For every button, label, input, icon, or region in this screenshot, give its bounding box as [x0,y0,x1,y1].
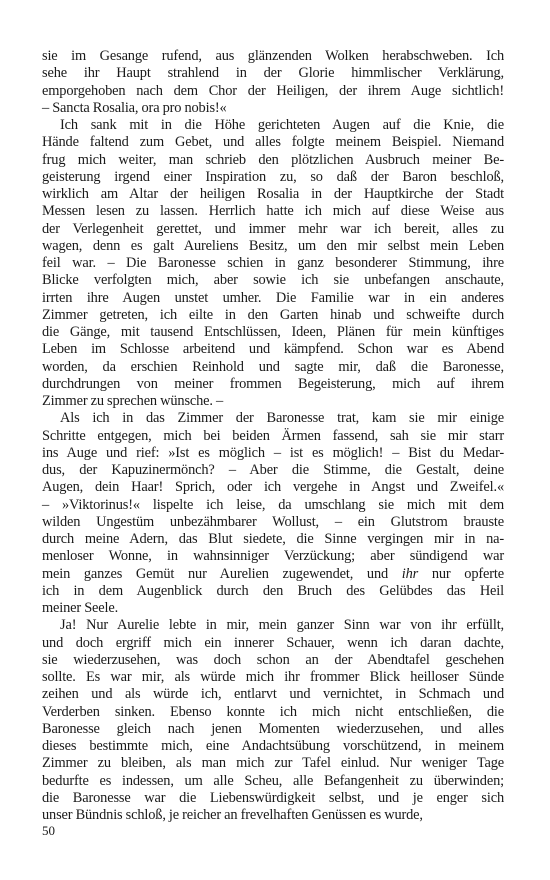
text-line: sie wiederzusehen, was doch schon an der Abendtafel geschehen [42,651,504,668]
book-page [42,48,504,824]
paragraph [42,617,504,824]
text-line [42,566,504,583]
paragraph [42,117,504,410]
text-line: dieses bestimmte mich, eine Andachtsübung vorschützend, in meinem [42,738,504,754]
text-line: durch meine Adern, das Blut siedete, die Sinne vergingen mir in na- [42,531,504,547]
text-line: sehe ihr Haupt strahlend in der Glorie himmlischer Verklärung, [42,65,504,82]
text-line: Ja! Nur Aurelie lebte in mir, mein ganzer Sinn war von ihr erfüllt, [60,617,504,634]
text-line: sollte. Es war mir, als würde mich ihr frommer Blick heilloser Sünde [42,669,504,685]
text-line: zeihen und als würde ich, entlarvt und vernichtet, in Schmach und [42,686,504,703]
text-line: der Verlegenheit gerettet, und immer mehr war ich bereit, alles zu [42,220,504,237]
text-line: meiner Seele. [42,600,119,616]
text-line: Ich sank mit in die Höhe gerichteten Augen auf die Knie, die [60,117,504,133]
text-line: Leben im Schlosse arbeitend und kämpfend. Schon war es Abend [42,341,504,358]
text-line: ich in dem Augenblick durch den Bruch des Gelübdes das Heil [42,582,504,599]
text-line: unser Bündnis schloß, je reicher an frevelhaften Genüssen es wurde, [42,807,423,823]
emphasized-word: ihr [401,565,419,582]
text-line: emporgehoben nach dem Chor der Heiligen, der ihrem Auge sichtlich! [42,82,504,99]
text-line: Augen, dein Haar! Sprich, oder ich vergehe in Angst und Zweifel.« [42,479,504,496]
text-line: wirklich am Altar der heiligen Rosalia in der Hauptkirche der Stadt [42,186,504,202]
text-line: die Gänge, mit tausend Entschlüssen, Ideen, Plänen für mein künftiges [42,324,504,340]
text-line: durchdrungen von meiner frommen Begeisterung, mich auf ihrem [42,375,504,392]
text-line: Blicke verfolgten mich, aber sowie ich sie unbefangen anschaute, [42,272,504,289]
text-line: Hände faltend zum Gebet, und alles folgte meinem Beispiel. Niemand [42,134,504,151]
text-line: wagen, denn es galt Aureliens Besitz, um den mir selbst mein Leben [42,237,504,254]
text-line: sie im Gesange rufend, aus glänzenden Wolken herabschweben. Ich [42,48,504,64]
text-line: ins Auge und rief: »Ist es möglich – ist es möglich! – Bist du Medar- [42,444,504,461]
text-line: dus, der Kapuzinermönch? – Aber die Stimme, die Gestalt, deine [42,462,504,478]
text-line: frug mich weiter, man schrieb den plötzlichen Ausbruch meiner Be- [42,151,504,168]
text-line: Messen lesen zu lassen. Herrlich hatte ich mich auf diese Weise aus [42,203,504,220]
text-line: geisterung irgend einer Inspiration zu, so daß der Baron beschloß, [42,168,504,185]
text-line: – »Viktorinus!« lispelte ich leise, da umschlang sie mich mit dem [42,496,504,513]
text-line: Baronesse gleich nach jenen Momenten wiederzusehen, und alles [42,720,504,737]
text-line: Als ich in das Zimmer der Baronesse trat, kam sie mir einige [60,410,504,427]
text-line: worden, da erschien Reinhold und sagte mir, daß die Baronesse, [42,358,504,375]
text-line: Schritte entgegen, mich bei beiden Ärmen fassend, sah sie mir starr [42,427,504,444]
paragraph [42,410,504,617]
text-line: Zimmer zu bleiben, als man mich zur Tafel einlud. Nur weniger Tage [42,755,504,772]
text-line: irrten ihre Augen unstet umher. Die Familie war in ein anderes [42,289,504,306]
text-line: menloser Wonne, in wahnsinniger Verzückung; aber sündigend war [42,548,504,565]
text-line: Verderben sinken. Ebenso konnte ich mich nicht entschließen, die [42,703,504,720]
text-line: bedurfte es indessen, um alle Scheu, alle Befangenheit zu überwinden; [42,772,504,789]
text-line: Zimmer zu sprechen wünsche. – [42,393,224,409]
text-line: wilden Ungestüm unbezähmbarer Wollust, – ein Glutstrom brauste [42,513,504,530]
text-line: die Baronesse war die Liebenswürdigkeit selbst, und je enger sich [42,789,504,806]
text-line: Zimmer getreten, ich eilte in den Garten hinab und schweifte durch [42,306,504,323]
text-line: feil war. – Die Baronesse schien in ganz besonderer Stimmung, ihre [42,255,504,271]
text-segment: mein ganzes Gemüt nur Aurelien zugewendet, und [42,565,402,582]
text-line: und doch ergriff mich ein innerer Schauer, wenn ich daran dachte, [42,634,504,651]
text-segment: nur opferte [418,565,504,582]
page-number: 50 [42,823,55,838]
text-line: – Sancta Rosalia, ora pro nobis!« [42,99,227,116]
paragraph [42,48,504,117]
